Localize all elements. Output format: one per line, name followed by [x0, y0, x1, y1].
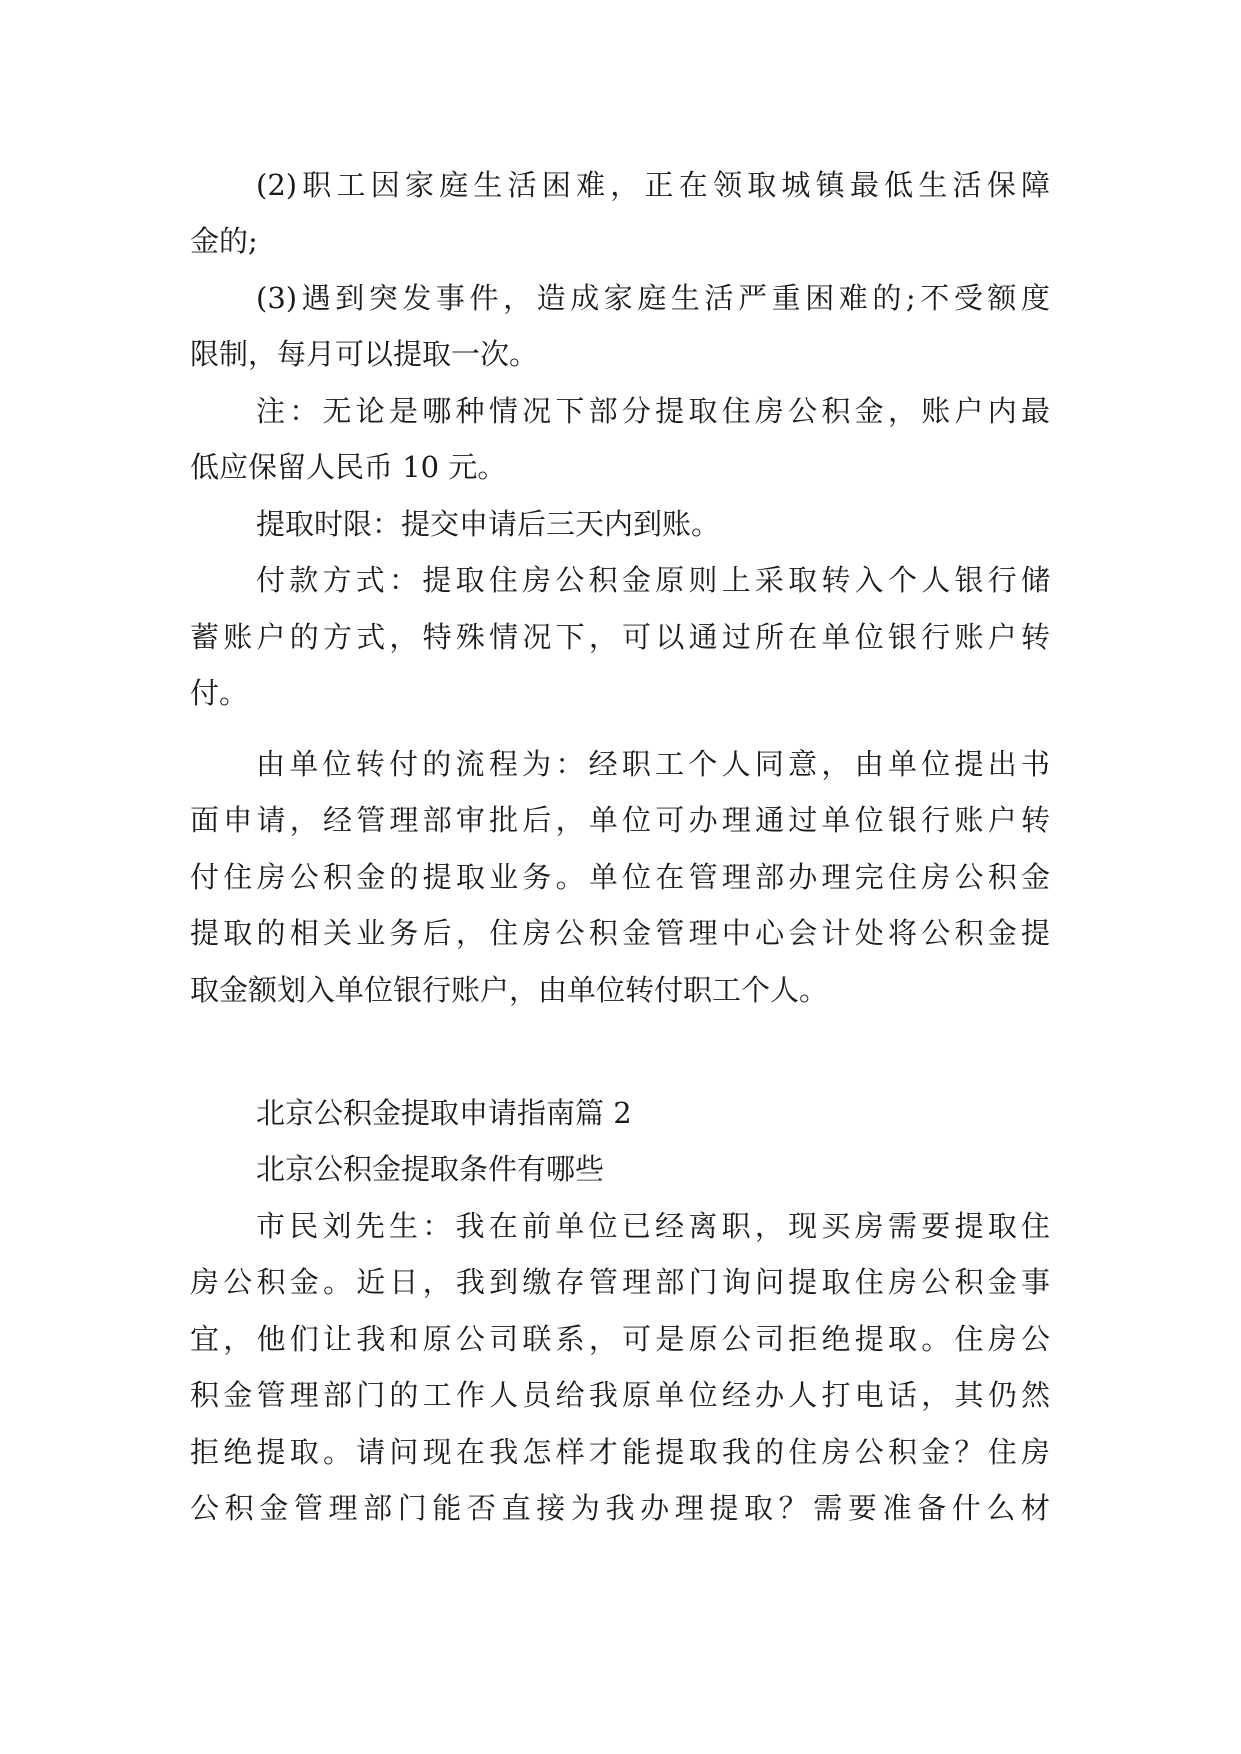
text-line: 付款方式：提取住房公积金原则上采取转入个人银行储 [256, 563, 1050, 597]
text-line: 取金额划入单位银行账户，由单位转付职工个人。 [190, 973, 829, 1007]
text-line: 面申请，经管理部审批后，单位可办理通过单位银行账户转 [190, 803, 1050, 837]
text-line: 公积金管理部门能否直接为我办理提取？需要准备什么材 [190, 1491, 1050, 1525]
text-line: 注：无论是哪种情况下部分提取住房公积金，账户内最 [256, 394, 1050, 428]
section-heading: 北京公积金提取申请指南篇 2 [256, 1096, 632, 1130]
text-line: 低应保留人民币 10 元。 [190, 450, 507, 484]
text-line: 付住房公积金的提取业务。单位在管理部办理完住房公积金 [190, 860, 1050, 894]
text-line: 付。 [190, 676, 249, 710]
text-line: 房公积金。近日，我到缴存管理部门询问提取住房公积金事 [190, 1265, 1050, 1299]
text-line: 蓄账户的方式，特殊情况下，可以通过所在单位银行账户转 [190, 620, 1050, 654]
text-line: (3)遇到突发事件，造成家庭生活严重困难的;不受额度 [256, 281, 1050, 315]
text-line: 金的; [190, 224, 258, 258]
text-line: 积金管理部门的工作人员给我原单位经办人打电话，其仍然 [190, 1378, 1050, 1412]
text-line: (2)职工因家庭生活困难，正在领取城镇最低生活保障 [256, 168, 1050, 202]
text-line: 限制，每月可以提取一次。 [190, 337, 539, 371]
text-line: 拒绝提取。请问现在我怎样才能提取我的住房公积金？住房 [190, 1435, 1050, 1469]
section-subheading: 北京公积金提取条件有哪些 [256, 1152, 605, 1186]
text-line: 提取的相关业务后，住房公积金管理中心会计处将公积金提 [190, 916, 1050, 950]
text-line: 由单位转付的流程为：经职工个人同意，由单位提出书 [256, 747, 1050, 781]
text-line: 宜，他们让我和原公司联系，可是原公司拒绝提取。住房公 [190, 1322, 1050, 1356]
text-line: 提取时限：提交申请后三天内到账。 [256, 507, 721, 541]
text-line: 市民刘先生：我在前单位已经离职，现买房需要提取住 [256, 1209, 1050, 1243]
